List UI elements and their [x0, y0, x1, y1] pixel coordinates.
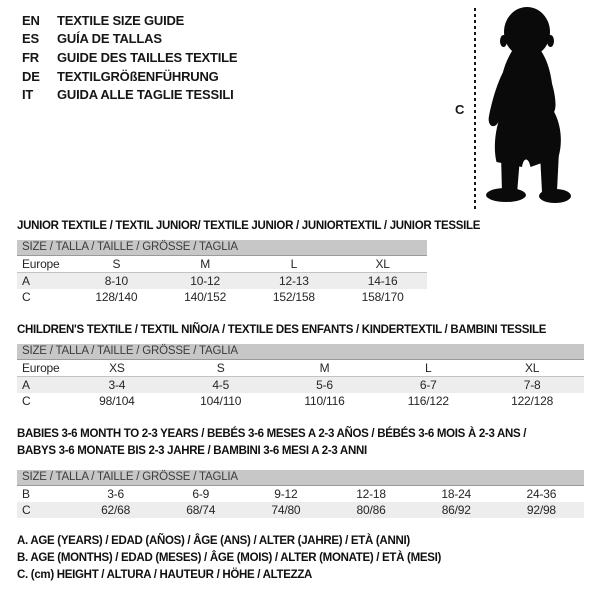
size-cell: 74/80 [243, 502, 328, 518]
size-cell: 3-6 [107, 487, 124, 501]
size-cell: 10-12 [161, 273, 250, 290]
size-cell: 12-18 [356, 487, 386, 501]
size-cell: 8-10 [72, 273, 161, 290]
language-row-it [22, 85, 237, 104]
row-label: B [22, 487, 30, 501]
language-code: FR [22, 49, 39, 65]
baby-silhouette [482, 6, 588, 208]
language-row-fr [22, 48, 237, 67]
table-row-height [17, 502, 584, 518]
size-cell: 140/152 [184, 290, 227, 304]
size-cell: L [376, 360, 480, 377]
size-cell: 24-36 [526, 487, 557, 501]
size-cell: 7-8 [480, 377, 584, 394]
height-dashed-line [474, 8, 476, 209]
size-cell: S [169, 360, 273, 377]
children-size-table [17, 344, 584, 409]
babies-size-table [17, 470, 584, 518]
junior-section-title: JUNIOR TEXTILE / TEXTIL JUNIOR/ TEXTILE JUNIOR / JUNIORTEXTIL / JUNIOR TESSILE [17, 220, 481, 232]
size-cell: 5-6 [273, 377, 377, 394]
size-cell: 12-13 [250, 273, 339, 290]
row-label: C [22, 290, 31, 304]
size-cell: XL [480, 360, 584, 377]
row-label: Europe [17, 256, 72, 273]
language-code: EN [22, 12, 40, 28]
size-cell: 18-24 [441, 487, 472, 501]
row-label: A [17, 273, 72, 290]
table-row-europe [17, 256, 427, 273]
size-cell: 68/74 [158, 502, 243, 518]
table-row-height [17, 289, 427, 305]
height-measure-label: C [455, 102, 465, 117]
size-cell: 128/140 [95, 290, 138, 304]
babies-title-line1: BABIES 3-6 MONTH TO 2-3 YEARS / BEBÉS 3-6 MESES A 2-3 AÑOS / BÉBÉS 3-6 MOIS À 2-3 ANS / [17, 428, 527, 440]
size-cell: 152/158 [272, 290, 315, 304]
table-row-age [17, 273, 427, 290]
language-list [22, 11, 237, 104]
size-cell: 110/116 [304, 394, 345, 408]
table-row-height [17, 393, 584, 409]
footnote-legend [17, 533, 441, 583]
size-cell: M [161, 256, 250, 273]
babies-table-grid [17, 486, 584, 518]
language-label: GUIDE DES TAILLES TEXTILE [57, 49, 238, 65]
size-cell: 104/110 [200, 394, 242, 408]
table-row-age-months [17, 486, 584, 502]
footnote-b: B. AGE (MONTHS) / EDAD (MESES) / ÂGE (MOIS) / ALTER (MONATE) / ETÀ (MESI) [17, 551, 442, 564]
junior-table-grid [17, 256, 427, 305]
size-cell: 98/104 [99, 394, 135, 408]
babies-title-line2: BABYS 3-6 MONATE BIS 2-3 JAHRE / BAMBINI 3-6 MESI A 2-3 ANNI [17, 445, 367, 457]
size-cell: 4-5 [169, 377, 273, 394]
size-cell: L [250, 256, 339, 273]
size-cell: 80/86 [328, 502, 413, 518]
language-code: DE [22, 68, 40, 84]
row-label: A [17, 377, 65, 394]
language-label: TEXTILGRÖßENFÜHRUNG [57, 68, 219, 84]
footnote-a: A. AGE (YEARS) / EDAD (AÑOS) / ÂGE (ANS) / ALTER (JAHRE) / ETÀ (ANNI) [17, 535, 410, 547]
language-label: TEXTILE SIZE GUIDE [57, 12, 185, 28]
size-header-bar: SIZE / TALLA / TAILLE / GRÖSSE / TAGLIA [17, 344, 584, 360]
size-header-bar: SIZE / TALLA / TAILLE / GRÖSSE / TAGLIA [17, 240, 427, 256]
size-cell: XS [65, 360, 169, 377]
language-row-en [22, 11, 237, 30]
size-cell: XL [338, 256, 427, 273]
children-table-grid [17, 360, 584, 409]
footnote-c: C. (cm) HEIGHT / ALTURA / HAUTEUR / HÖHE / ALTEZZA [17, 568, 313, 581]
size-cell: 3-4 [65, 377, 169, 394]
size-cell: 122/128 [511, 394, 554, 408]
row-label: Europe [17, 360, 65, 377]
size-cell: 86/92 [414, 502, 499, 518]
table-row-age [17, 377, 584, 394]
size-header-bar: SIZE / TALLA / TAILLE / GRÖSSE / TAGLIA [17, 470, 584, 486]
row-label: C [22, 394, 31, 408]
size-cell: M [273, 360, 377, 377]
language-row-es [22, 30, 237, 49]
size-cell: 9-12 [274, 487, 298, 501]
babies-section-title [17, 426, 526, 460]
language-code: IT [22, 87, 34, 103]
size-cell: 6-9 [192, 487, 210, 501]
size-cell: 92/98 [499, 502, 584, 518]
language-label: GUIDA ALLE TAGLIE TESSILI [57, 87, 234, 103]
language-row-de [22, 67, 237, 86]
size-cell: 14-16 [338, 273, 427, 290]
junior-size-table [17, 240, 427, 305]
children-section-title: CHILDREN'S TEXTILE / TEXTIL NIÑO/A / TEXTILE DES ENFANTS / KINDERTEXTIL / BAMBINI TESSILE [17, 324, 547, 336]
size-cell: 6-7 [376, 377, 480, 394]
table-row-europe [17, 360, 584, 377]
language-code: ES [22, 31, 39, 47]
size-cell: 158/170 [361, 290, 404, 304]
size-cell: 116/122 [407, 394, 449, 408]
language-label: GUÍA DE TALLAS [57, 31, 162, 47]
size-cell: 62/68 [73, 502, 158, 518]
row-label: C [17, 502, 73, 518]
size-cell: S [72, 256, 161, 273]
